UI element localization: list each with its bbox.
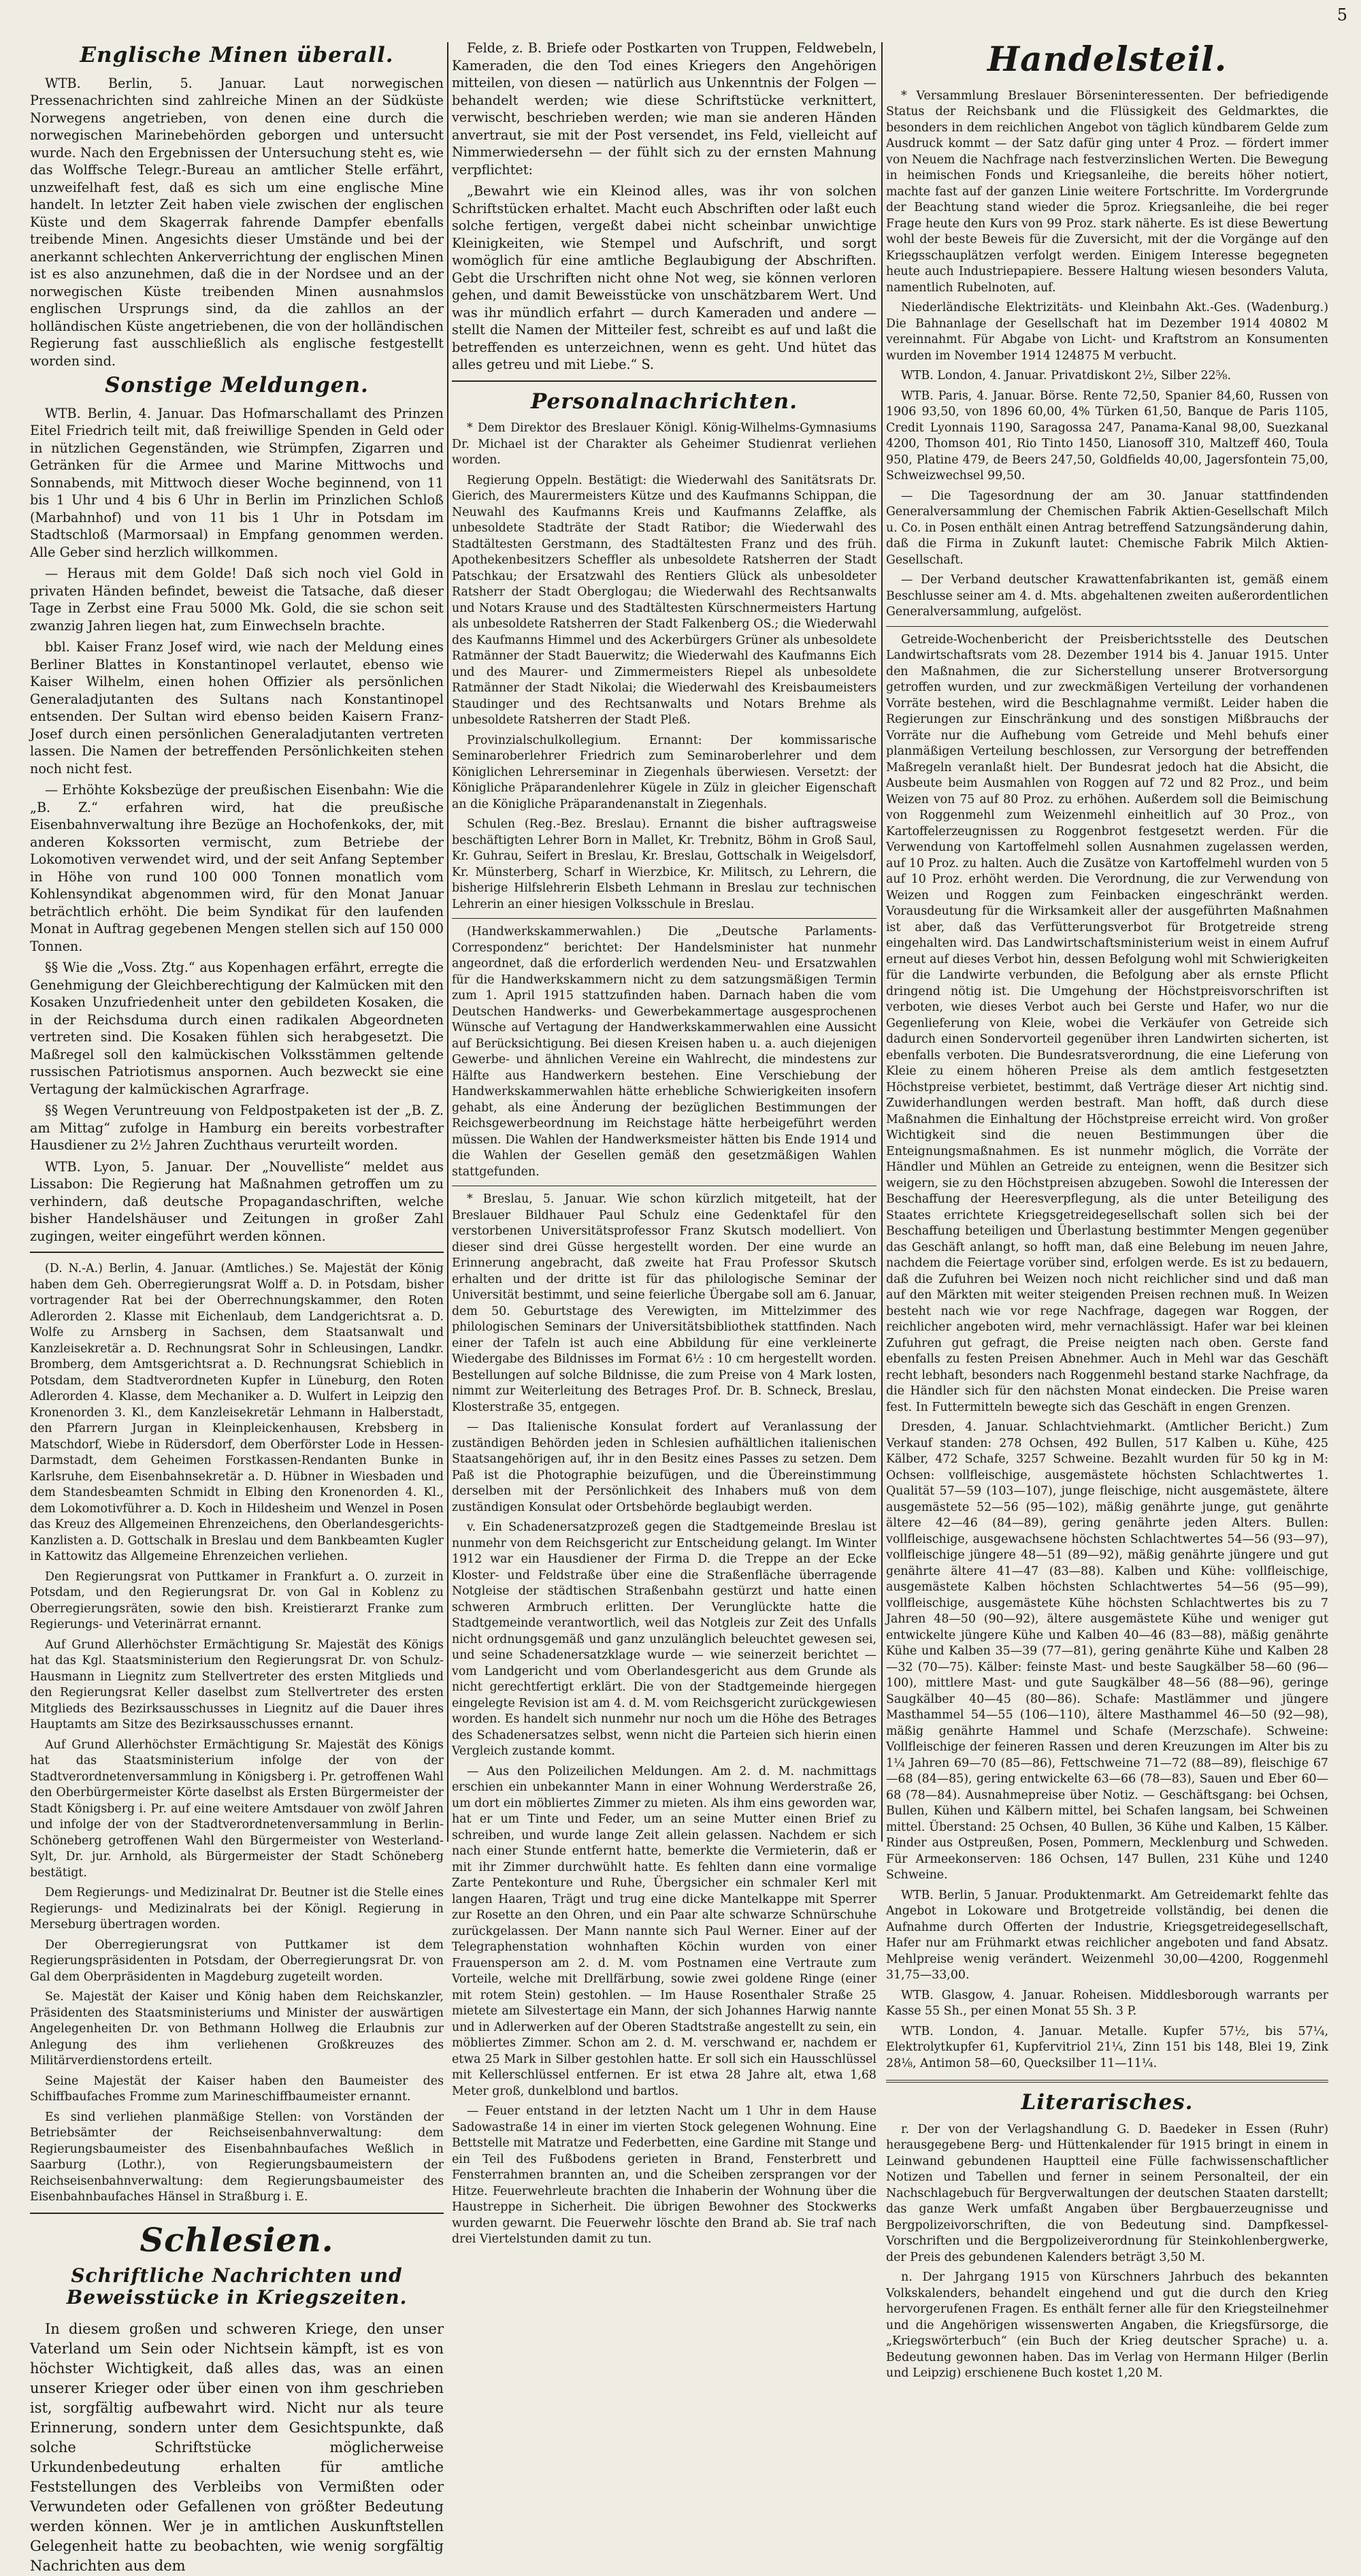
- article-paragraph: Provinzialschulkollegium. Ernannt: Der kommissarische Seminaroberlehrer Friedrich zum Seminaroberlehrer und dem Königlichen Lehrerseminar in Ziegenhals überwiesen. Versetzt: der Königliche Präparandenlehrer Kügele in Zülz in gleicher Eigenschaft an die Königliche Präparandenanstalt in Ziegenhals.: [452, 733, 876, 811]
- article-paragraph: — Aus den Polizeilichen Meldungen. Am 2. d. M. nachmittags erschien ein unbekannter Mann in einer Wohnung Werderstraße 26, um dort ein möbliertes Zimmer zu mieten. Als ihm eins geworden war, hat er um Tinte und Feder, um an seine Mutter einen Brief zu schreiben, und wurde lange Zeit allein gelassen. Nachdem er sich nach einer Stunde entfernt hatte, bemerkte die Vermieterin, daß er mit ihr Zimmer durchwühlt hatte. Es fehlten dann eine vormalige Zarte Pentekonture und Ruhe, Übergsicher ein schmaler Kerl mit langen Haaren, Trägt und trug eine dicke Mantelkappe mit Sperrer zur Rosette an den Ohren, und ein Paar alte schwarze Schnürschuhe zurückgelassen. Der Mann nannte sich Paul Werner. Einer auf der Telegraphenstation wohnhaften Köchin wurden von einer Frauensperson am 2. d. M. vom Postnamen eine Vertraute zum Vorteile, welche mit Drellfärbung, sowie zwei goldene Ringe (einer mit rotem Stein) gestohlen. — Im Hause Rosenthaler Straße 25 mietete am Silvestertage ein Mann, der sich Johannes Harwig nannte und in Adlerwerken auf der Oberen Stadtstraße angestellt zu sein, ein möbliertes Zimmer. Schon am 2. d. M. verschwand er, nachdem er etwa 25 Mark in Silber gestohlen hatte. Er soll sich ein Hausschlüssel mit Kellerschlüssel entfernen. Er ist etwa 28 Jahre alt, etwa 1,68 Meter groß, dunkelblond und bartlos.: [452, 1764, 876, 2098]
- headline-englische-minen: Englische Minen überall.: [80, 43, 394, 67]
- market-report: WTB. London, 4. Januar. Privatdiskont 2½, Silber 22⅝.: [901, 369, 1231, 382]
- column-2: [452, 39, 876, 2247]
- article-paragraph: Regierung Oppeln. Bestätigt: die Wiederwahl des Sanitätsrats Dr. Gierich, des Maurermeisters Kütze und des Kaufmanns Schippan, die Neuwahl des Kaufmanns Kreis und Kaufmanns Zelaffke, als unbesoldete Stadträte der Stadt Ratibor; die Wiederwahl des Stadtältesten Gerstmann, des Stadtältesten Franz und des früh. Apothekenbesitzers Scheffler als unbesoldete Ratsherren der Stadt Patschkau; der Ersatzwahl des Rentiers Glück als unbesoldeter Ratsherr der Stadt Oberglogau; die Wiederwahl des Rechtsanwalts und Notars Krause und des Stadtältesten Kürschnermeisters Hartung als unbesoldete Ratsherren der Stadt Falkenberg OS.; die Wiederwahl des Kaufmanns Himmel und des Ackerbürgers Grüner als unbesoldete Ratmänner der Stadt Bauerwitz; die Wiederwahl des Kaufmanns Eich und des Maurer- und Zimmermeisters Riepel als unbesoldete Ratmänner der Stadt Nikolai; die Wiederwahl des Kreisbaumeisters Staudinger und des Rechtsanwalts und Notars Brehme als unbesoldete Ratsherren der Stadt Pleß.: [452, 473, 876, 728]
- official-notice: Seine Majestät der Kaiser haben den Baumeister des Schiffbaufaches Fromme zum Marineschiffbaumeister ernannt.: [30, 2074, 444, 2104]
- official-notice: Se. Majestät der Kaiser und König haben dem Reichskanzler, Präsidenten des Staatsministeriums und Minister der auswärtigen Angelegenheiten Dr. von Bethmann Hollweg die Erlaubnis zur Anlegung des ihm verliehenen Großkreuzes des Militärverdienstordens erteilt.: [30, 1990, 444, 2068]
- column-3: [886, 39, 1328, 2381]
- section-divider: [886, 2080, 1328, 2083]
- article-paragraph: §§ Wie die „Voss. Ztg.“ aus Kopenhagen erfährt, erregte die Genehmigung der Gleichberechtigung der Kalmücken mit den Kosaken Unzufriedenheit unter den gebildeten Kosaken, die in der Reichsduma durch einen radikalen Abgeordneten vertreten sind. Die Kosaken fühlen sich herabgesetzt. Die Maßregel soll den kalmückischen Volksstämmen geltende russischen Patriotismus anspornen. Auch bezweckt sie eine Vertagung der kalmückischen Agrarfrage.: [30, 960, 444, 1097]
- market-report: Getreide-Wochenbericht der Preisberichtsstelle des Deutschen Landwirtschaftsrats vom 28. Dezember 1914 bis 4. Januar 1915. Unter den Maßnahmen, die zur Sicherstellung unserer Brotversorgung getroffen wurden, und zur zweckmäßigen Verteilung der vorhandenen Vorräte bestehen, wird die Beschlagnahme vermißt. Leider haben die Regierungen zur Einschränkung und des sonstigen Mißbrauchs der Vorräte nur die Aufhebung vom Getreide und Mehl behufs einer planmäßigen Verteilung beschlossen, zur Versorgung der betreffenden Maßregeln veranlaßt hielt. Der Bundesrat jedoch hat die Absicht, die Ausbeute beim Ausmahlen von Roggen auf 72 und 82 Proz., und beim Weizen von 75 auf 80 Proz. zu erhöhen. Außerdem soll die Beimischung von Roggenmehl zum Weizenmehl einheitlich auf 30 Proz., von Kartoffelerzeugnissen zu Roggenbrot festgesetzt werden. Für die Verwendung von Kartoffelmehl sollen Ausnahmen zugelassen werden, auf 10 Proz. zu halten. Auch die Zusätze von Kartoffelmehl wurden von 5 auf 10 Proz. erhöht werden. Die Verordnung, die zur Verwendung von Weizen und Roggen zum Feinbacken eingeschränkt werden. Vorausdeutung für die Wirksamkeit aller der ausgeführten Maßnahmen ist aber, daß das Verfütterungsverbot für Brotgetreide streng eingehalten wird. Das Landwirtschaftsministerium weist in einem Aufruf erneut auf dieses Verbot hin, dessen Befolgung wohl mit Schwierigkeiten für die Landwirte verbunden, die Befolgung aber als ernste Pflicht dringend nötig ist. Die Umgehung der Höchstpreisvorschriften ist verboten, wie dieses Verbot auch bei Gerste und Hafer, wo nur die Gegenlieferung von Kleie, wobei die Verkäufer von Getreide sich dadurch einen Sondervorteil gegenüber ihren Landwirten sicherten, ist ebenfalls verboten. Die Bundesratsverordnung, die eine Lieferung von Kleie zu einem höheren Preise als dem amtlich festgesetzten Höchstpreise verbietet, bestimmt, daß Verträge dieser Art nichtig sind. Zuwiderhandlungen werden bestraft. Man hofft, daß durch diese Maßnahmen die Einhaltung der Höchstpreise erreicht wird. Von großer Wichtigkeit sind die neuen Bestimmungen über die Enteignungsmaßnahmen. Es ist nunmehr möglich, die Vorräte der Händler und Mühlen an Getreide zu enteignen, wenn die Besitzer sich weigern, sie zu den Höchstpreisen abzugeben. Sowohl die Interessen der Beschaffung der Heeresverpflegung, als die unter Beteiligung des Staates errichtete Kriegsgetreidegesellschaft sollen sich bei der Beschaffung beteiligen und Überlastung bestimmter Mengen gegenüber das Geschäft anlangt, so hofft man, daß eine Belebung im neuen Jahre, nachdem die Feiertage vorüber sind, erfolgen werde. Es ist zu bedauern, daß die Zufuhren bei Weizen noch nicht reichlicher sind und daß man auf den Märkten mit weiter steigenden Preisen rechnen muß. In Weizen besteht nach wie vor rege Nachfrage, dagegen war Roggen, der reichlicher angeboten wird, mehr vernachlässigt. Hafer war bei kleinen Zufuhren gut gefragt, die Preise neigten nach oben. Gerste fand ebenfalls zu festen Preisen Abnehmer. Auch in Mehl war das Geschäft recht lebhaft, besonders nach Roggenmehl bestand starke Nachfrage, da die Händler sich für den nächsten Monat eindecken. Die Preise waren fest. In Futtermitteln bewegte sich das Geschäft in engen Grenzen.: [886, 632, 1328, 1414]
- official-notice: Dem Regierungs- und Medizinalrat Dr. Beutner ist die Stelle eines Regierungs- und Medizinalrats bei der Königl. Regierung in Merseburg übertragen worden.: [30, 1886, 444, 1932]
- article-schriftliche-nachrichten: In diesem großen und schweren Kriege, den unser Vaterland um Sein oder Nichtsein kämpft, ist es von höchster Wichtigkeit, daß alles das, was an einen unserer Krieger oder über einen von ihm geschrieben ist, sorgfältig aufbewahrt wird. Nicht nur als teure Erinnerung, sondern unter dem Gesichtspunkte, daß solche Schriftstücke möglicherweise Urkundenbedeutung erhalten für amtliche Feststellungen des Verbleibs von Vermißten oder Verwundeten oder Gefallenen von größter Bedeutung werden können. Wer je in amtlichen Auskunftstellen Gelegenheit hatte zu beobachten, wie wenig sorgfältig Nachrichten aus dem: [30, 2321, 444, 2575]
- official-notice: Auf Grund Allerhöchster Ermächtigung Sr. Majestät des Königs hat das Kgl. Staatsministerium den Regierungsrat Dr. von Schulz-Hausmann in Liegnitz zum Stellvertreter des ersten Mitglieds und den Regierungsrat Keller daselbst zum Stellvertreter des ersten Mitglieds des Bezirksausschusses in Liegnitz auf die Dauer ihres Hauptamts am Sitze des Bezirksausschusses ernannt.: [30, 1637, 444, 1732]
- section-divider: [30, 2213, 444, 2214]
- section-divider: [452, 380, 876, 382]
- official-notice: Den Regierungsrat von Puttkamer in Frankfurt a. O. zurzeit in Potsdam, und den Regierungsrat Dr. von Gal in Koblenz zu Oberregierungsräten, sowie den bish. Kreistierarzt Franke zum Regierungs- und Veterinärrat ernannt.: [30, 1569, 444, 1632]
- article-paragraph: — Heraus mit dem Golde! Daß sich noch viel Gold in privaten Händen befindet, beweist die Tatsache, daß dieser Tage in Zerbst eine Frau 5000 Mk. Gold, die sie schon seit zwanzig Jahren liegen hat, zum Einwechseln brachte.: [30, 566, 444, 634]
- article-paragraph: §§ Wegen Veruntreuung von Feldpostpaketen ist der „B. Z. am Mittag“ zufolge in Hamburg ein bereits vorbestrafter Hausdiener zu 2½ Jahren Zuchthaus verurteilt worden.: [30, 1103, 444, 1154]
- page-number: 5: [1337, 5, 1347, 25]
- article-paragraph: — Das Italienische Konsulat fordert auf Veranlassung der zuständigen Behörden jeden in Schlesien aufhältlichen italienischen Staatsangehörigen auf, ihr in den Besitz eines Passes zu setzen. Dem Paß ist die Photographie beizufügen, und die Übereinstimmung derselben mit der Persönlichkeit des Inhabers muß von dem zuständigen Konsulat oder Ortsbehörde beglaubigt werden.: [452, 1420, 876, 1514]
- headline-schriftliche-nachrichten: Schriftliche Nachrichten und Beweisstücke in Kriegszeiten.: [66, 2264, 408, 2309]
- article-paragraph: — Erhöhte Koksbezüge der preußischen Eisenbahn: Wie die „B. Z.“ erfahren wird, hat die preußische Eisenbahnverwaltung ihre Bezüge an Hochofenkoks, der, mit anderen Kokssorten vermischt, zum Betriebe der Lokomotiven verwendet wird, und der seit Anfang September in Höhe von rund 100 000 Tonnen monatlich vom Kohlensyndikat abgenommen wird, für den Monat Januar beträchtlich erhöht. Die beim Syndikat für den laufenden Monat in Auftrag gegebenen Mengen stellen sich auf 150 000 Tonnen.: [30, 782, 444, 954]
- literary-notice: r. Der von der Verlagshandlung G. D. Baedeker in Essen (Ruhr) herausgegebene Berg- und Hüttenkalender für 1915 bringt in einem in Leinwand gebundenen Hauptteil eine Fülle fachwissenschaftlicher Notizen und Tabellen und ferner in seinem Personalteil, der ein Nachschlagebuch für Bergverwaltungen der deutschen Staaten darstellt; das ganze Werk umfaßt Angaben über Bergbauerzeugnisse und Bergpolizeivorschriften, die von Bedeutung sind. Dampfkessel-Vorschriften und die Bergpolizeiverordnung für Steinkohlenbergwerke, der Preis des gebundenen Kalenders beträgt 3,50 M.: [886, 2122, 1328, 2264]
- article-paragraph: Schulen (Reg.-Bez. Breslau). Ernannt die bisher auftragsweise beschäftigten Lehrer Born in Mallet, Kr. Trebnitz, Böhm in Groß Saul, Kr. Guhrau, Seifert in Breslau, Kr. Breslau, Gottschalk in Weigelsdorf, Kr. Münsterberg, Scharf in Wierzbice, Kr. Militsch, zu Lehrern, die bisherige Hilfslehrerin Elsbeth Lehmann in Breslau zur technischen Lehrerin an einer hiesigen Volksschule in Breslau.: [452, 817, 876, 911]
- official-notice: Auf Grund Allerhöchster Ermächtigung Sr. Majestät des Königs hat das Staatsministerium infolge der von der Stadtverordnetenversammlung in Königsberg i. Pr. getroffenen Wahl den Oberbürgermeister Körte daselbst als Ersten Bürgermeister der Stadt Königsberg i. Pr. auf eine weitere Amtsdauer von zwölf Jahren und infolge der von der Stadtverordnetenversammlung in Berlin-Schöneberg getroffenen Wahl den Bürgermeister von Westerland-Sylt, Dr. jur. Arnhold, als Bürgermeister der Stadt Schöneberg bestätigt.: [30, 1738, 444, 1880]
- section-divider: [886, 626, 1328, 627]
- market-report: — Die Tagesordnung der am 30. Januar stattfindenden Generalversammlung der Chemischen Fabrik Aktien-Gesellschaft Milch u. Co. in Posen enthält einen Antrag betreffend Satzungsänderung dahin, daß die Firma in Zukunft lautet: Chemische Fabrik Milch Aktien-Gesellschaft.: [886, 489, 1328, 567]
- market-report: — Der Verband deutscher Krawattenfabrikanten ist, gemäß einem Beschlusse seiner am 4. d. Mts. abgehaltenen zweiten außerordentlichen Generalversammlung, aufgelöst.: [886, 573, 1328, 619]
- market-report: * Versammlung Breslauer Börseninteressenten. Der befriedigende Status der Reichsbank und die Flüssigkeit des Geldmarktes, die besonders in dem reichlichen Angebot von täglich kündbarem Gelde zum Ausdruck kommt — der Satz dafür ging unter 4 Proz. — fördert immer von Neuem die Nachfrage nach festverzinslichen Werten. Die Bewegung in heimischen Fonds und Kriegsanleihe, die bereits höher notiert, machte fast auf der ganzen Linie weitere Fortschritte. Im Vordergrunde der Beachtung stand wieder die 5proz. Kriegsanleihe, die bei reger Frage heute den Kurs von 99 Proz. stark näherte. Es ist diese Bewertung wohl der beste Beweis für die Zuversicht, mit der die Vorgänge auf den Kriegsschauplätzen verfolgt werden. Einigem Interesse begegneten heute auch Industriepapiere. Bessere Haltung wiesen besonders Valuta, namentlich Rubelnoten, auf.: [886, 88, 1328, 295]
- column-1: [30, 39, 444, 2575]
- article-paragraph: * Dem Direktor des Breslauer Königl. König-Wilhelms-Gymnasiums Dr. Michael ist der Charakter als Geheimer Studienrat verliehen worden.: [452, 421, 876, 468]
- section-title-handelsteil: Handelsteil.: [987, 39, 1228, 79]
- headline-literarisches: Literarisches.: [1021, 2090, 1194, 2115]
- market-report: WTB. Paris, 4. Januar. Börse. Rente 72,50, Spanier 84,60, Russen von 1906 93,50, von 1896 60,00, 4% Türken 61,50, Banque de Paris 1105, Credit Lyonnais 1190, Saragossa 247, Panama-Kanal 98,00, Suezkanal 4200, Thomson 401, Rio Tinto 1450, Lianosoff 310, Maltzeff 460, Toula 950, Platine 479, de Beers 247,50, Goldfields 40,00, Jagersfontein 75,00, Schweizwechsel 99,50.: [886, 389, 1328, 483]
- article-paragraph: — Feuer entstand in der letzten Nacht um 1 Uhr in dem Hause Sadowastraße 14 in einer im vierten Stock gelegenen Wohnung. Eine Bettstelle mit Matratze und Federbetten, eine Gardine mit Stange und ein Teil des Fußbodens gerieten in Brand, Fensterbrett und Fensterrahmen brannten an, und die Scheiben zersprangen vor der Hitze. Feuerwehrleute brachten die Inhaberin der Wohnung über die Haustreppe in Sicherheit. Die übrigen Bewohner des Stockwerks wurden gewarnt. Die Feuerwehr löschte den Brand ab. Sie traf nach drei Viertelstunden damit zu tun.: [452, 2104, 876, 2247]
- article-paragraph: (Handwerkskammerwahlen.) Die „Deutsche Parlaments-Correspondenz“ berichtet: Der Handelsminister hat nunmehr angeordnet, daß die erforderlich werdenden Neu- und Ersatzwahlen für die Handwerkskammern nicht zu dem satzungsmäßigen Termin zum 1. April 1915 stattzufinden haben. Darnach haben die vom Deutschen Handwerks- und Gewerbekammertage ausgesprochenen Wünsche auf Vertagung der Handwerkskammerwahlen eine Aussicht auf Berücksichtigung. Bei diesen Kreisen haben u. a. auch diejenigen Gewerbe- und ähnlichen Vereine ein Wahlrecht, die mindestens zur Hälfte aus Handwerkern bestehen. Eine Verschiebung der Handwerkskammerwahlen hätte erhebliche Schwierigkeiten insofern gehabt, als eine Änderung der bezüglichen Bestimmungen der Reichsgewerbeordnung im Reichstage hätte herbeigeführt werden müssen. Die Wahlen der Handwerksmeister hätten bis Ende 1914 und die Wahlen der Gesellen gemäß den gesetzmäßigen Wahlen stattgefunden.: [452, 925, 876, 1179]
- headline-sonstige-meldungen: Sonstige Meldungen.: [105, 373, 369, 398]
- article-paragraph: WTB. Lyon, 5. Januar. Der „Nouvelliste“ meldet aus Lissabon: Die Regierung hat Maßnahmen getroffen um zu verhindern, daß deutsche Propagandaschriften, welche bisher Handelshäuser und Zeitungen in großer Zahl zugingen, weiter eingeführt werden können.: [30, 1158, 444, 1244]
- market-report: WTB. Glasgow, 4. Januar. Roheisen. Middlesborough warrants per Kasse 55 Sh., per einen Monat 55 Sh. 3 P.: [886, 1988, 1328, 2018]
- article-paragraph: WTB. Berlin, 4. Januar. Das Hofmarschallamt des Prinzen Eitel Friedrich teilt mit, daß freiwillige Spenden in Geld oder in nützlichen Gegenständen, wie Strümpfen, Zigarren und Getränken für die Armee und Marine Mittwochs und Sonnabends, mit Mittwoch dieser Woche beginnend, von 11 bis 1 Uhr und 4 bis 6 Uhr in Berlin im Prinzlichen Schloß (Marbahnhof) und von 11 bis 1 Uhr in Potsdam im Stadtschloß (Marmorsaal) in Empfang genommen werden. Alle Geber sind herzlich willkommen.: [30, 405, 444, 560]
- article-quote: „Bewahrt wie ein Kleinod alles, was ihr von solchen Schriftstücken erhaltet. Macht euch Abschriften oder laßt euch solche fertigen, vergeßt dabei nicht scheinbar unwichtige Kleinigkeiten, wie Stempel und Aufschrift, und sorgt womöglich für eine amtliche Beglaubigung der Abschriften. Gebt die Urschriften nicht ohne Not weg, sie können verloren gehen, und damit Beweisstücke von unschätzbarem Wert. Und was ihr mündlich erfahrt — durch Kameraden und andere — stellt die Namen der Mitteiler fest, schreibt es auf und laßt die betreffenden es unterzeichnen, wenn es geht. Und hütet das alles getreu und mit Liebe.“ S.: [452, 183, 876, 372]
- section-divider: [30, 1252, 444, 1253]
- official-notice: Der Oberregierungsrat von Puttkamer ist dem Regierungspräsidenten in Potsdam, der Oberregierungsrat Dr. von Gal dem Oberpräsidenten in Magdeburg zugeteilt worden.: [30, 1938, 444, 1984]
- article-englische-minen: WTB. Berlin, 5. Januar. Laut norwegischen Pressenachrichten sind zahlreiche Minen an der Südküste Norwegens angetrieben, von denen eine durch die norwegischen Marinebehörden geborgen und untersucht wurde. Nach den Ergebnissen der Untersuchung steht es, wie das Wolffsche Telegr.-Bureau an amtlicher Stelle erfährt, unzweifelhaft fest, daß es sich um eine englische Mine handelt. In letzter Zeit haben viele zwischen der englischen Küste und dem Skagerrak fahrende Dampfer ebenfalls treibende Minen. Angesichts dieser Umstände und bei der anerkannt schlechten Ankerverrichtung der englischen Minen ist es also anzunehmen, daß die in der Nordsee und an der norwegischen Küste treibenden Minen ausnahmslos englischen Ursprungs sind, da die zahllos an der holländischen Küste angetriebenen, die von der holländischen Regierung fast ausschließlich als englische festgestellt worden sind.: [30, 75, 444, 369]
- section-title-schlesien: Schlesien.: [140, 2221, 334, 2260]
- article-continuation: Felde, z. B. Briefe oder Postkarten von Truppen, Feldwebeln, Kameraden, die den Tod eines Kriegers den Angehörigen mitteilen, von diesen — natürlich aus Unkenntnis der Folgen — behandelt werden; wie diese Schriftstücke verknittert, verwischt, beschrieben werden; wie man sie anderen Händen anvertraut, sie mit der Post versendet, ins Feld, vielleicht auf Nimmerwiedersehn — der fühlt sich zu der ernsten Mahnung verpflichtet:: [452, 40, 876, 178]
- article-paragraph: bbl. Kaiser Franz Josef wird, wie nach der Meldung eines Berliner Blattes in Konstantinopel verlautet, ebenso wie Kaiser Wilhelm, einen hohen Offizier als persönlichen Generaladjutanten des Sultans nach Konstantinopel entsenden. Der Sultan wird ebenso beiden Kaisern Franz-Josef durch einen persönlichen Generaladjutanten vertreten lassen. Die Namen der betreffenden Persönlichkeiten stehen noch nicht fest.: [30, 639, 444, 777]
- market-report: WTB. London, 4. Januar. Metalle. Kupfer 57½, bis 57¼, Elektrolytkupfer 61, Kupfervitriol 21¼, Zinn 151 bis 148, Blei 19, Zink 28⅛, Antimon 58—60, Quecksilber 11—11¼.: [886, 2024, 1328, 2070]
- article-paragraph: * Breslau, 5. Januar. Wie schon kürzlich mitgeteilt, hat der Breslauer Bildhauer Paul Schulz eine Gedenktafel für den verstorbenen Universitätsprofessor Franz Skutsch modelliert. Von dieser sind drei Güsse hergestellt worden. Der eine wurde an Erinnerung angebracht, daß zweite hat Frau Professor Skutsch erhalten und der dritte ist für das philologische Seminar der Universität bestimmt, und seine feierliche Übergabe soll am 6. Januar, dem 50. Geburtstage des Verewigten, im Mittelzimmer des philologischen Seminars der Universitätsbibliothek stattfinden. Nach einer der Tafeln ist auch eine Abbildung für eine verkleinerte Wiedergabe des Bildnisses im Format 6½ : 10 cm hergestellt worden. Bestellungen auf solche Bildnisse, die zum Preise von 4 Mark losten, nimmt zur Weiterleitung des Betrages Prof. Dr. B. Schneck, Breslau, Klosterstraße 35, entgegen.: [452, 1192, 876, 1414]
- official-notice: (D. N.-A.) Berlin, 4. Januar. (Amtliches.) Se. Majestät der König haben dem Geh. Oberregierungsrat Wolff a. D. in Potsdam, bisher vortragender Rat bei der Oberrechnungskammer, den Roten Adlerorden 2. Klasse mit Eichenlaub, dem Landgerichtsrat a. D. Wolfe zu Arnsberg in Sachsen, dem Staatsanwalt und Kanzleisekretär a. D. Rechnungsrat Sohr in Schleusingen, Landkr. Bromberg, dem Amtsgerichtsrat a. D. Rechnungsrat Schieblich in Potsdam, dem Stadtverordneten Kupfer in Lüneburg, den Roten Adlerorden 4. Klasse, dem Mechaniker a. D. Wulfert in Leipzig den Kronenorden 3. Kl., dem Kanzleisekretär Lehmann in Halberstadt, den Pfarrern Jurgan in Kleinpleickenhausen, Krebsberg in Matschdorf, Wiebe in Rüdersdorf, dem Oberförster Lode in Hessen-Darmstadt, dem Geheimen Forstkassen-Rendanten Bunke in Karlsruhe, dem Eisenbahnsekretär a. D. Hübner in Wiesbaden und dem Standesbeamten Schmidt in Elbing den Kronenorden 4. Kl., dem Lokomotivführer a. D. Koch in Hildesheim und Wenzel in Posen das Kreuz des Allgemeinen Ehrenzeichens, den Oberlandesgerichts-Kanzlisten a. D. Gottschalk in Breslau und dem Bankbeamten Kugler in Kattowitz das Allgemeine Ehrenzeichen verliehen.: [30, 1262, 444, 1564]
- official-notice: Es sind verliehen planmäßige Stellen: von Vorständen der Betriebsämter der Reichseisenbahnverwaltung: dem Regierungsbaumeister des Eisenbahnbaufaches Weßlich in Saarburg (Lothr.), von Regierungsbaumeistern der Reichseisenbahnverwaltung: dem Regierungsbaumeister des Eisenbahnbaufaches Hänsel in Straßburg i. E.: [30, 2110, 444, 2204]
- market-report: Niederländische Elektrizitäts- und Kleinbahn Akt.-Ges. (Wadenburg.) Die Bahnanlage der Gesellschaft hat im Dezember 1914 40802 M vereinnahmt. Für Abgabe von Licht- und Kraftstrom an Konsumenten wurden im November 1914 124875 M verbucht.: [886, 301, 1328, 363]
- market-report: WTB. Berlin, 5 Januar. Produktenmarkt. Am Getreidemarkt fehlte das Angebot in Lokoware und Brotgetreide vollständig, bei denen die Aufnahme durch Offerten der Industrie, Kriegsgetreidegesellschaft, Hafer nur am Frühmarkt etwas reichlicher angeboten und fand Absatz. Mehlpreise wenig verändert. Weizenmehl 30,00—4200, Roggenmehl 31,75—33,00.: [886, 1888, 1328, 1982]
- market-report: Dresden, 4. Januar. Schlachtviehmarkt. (Amtlicher Bericht.) Zum Verkauf standen: 278 Ochsen, 492 Bullen, 517 Kalben u. Kühe, 425 Kälber, 472 Schafe, 3257 Schweine. Bezahlt wurden für 50 kg in M: Ochsen: vollfleischige, ausgemästete höchsten Schlachtwertes 1. Qualität 57—59 (103—107), junge fleischige, nicht ausgemästete, ältere ausgemästete 52—56 (95—102), mäßig genährte junge, gut genährte ältere 42—46 (84—89), gering genährte jeden Alters. Bullen: vollfleischige, ausgewachsene höchsten Schlachtwertes 54—56 (93—97), vollfleischige jüngere 48—51 (89—92), mäßig genährte jüngere und gut genährte ältere 41—47 (83—88). Kalben und Kühe: vollfleischige, ausgemästete Kalben höchsten Schlachtwertes 54—56 (95—99), vollfleischige, ausgemästete Kühe höchsten Schlachtwertes bis zu 7 Jahren 48—50 (90—92), ältere ausgemästete Kühe und weniger gut entwickelte jüngere Kühe und Kalben 40—46 (83—88), mäßig genährte Kühe und Kalben 35—39 (77—81), gering genährte Kühe und Kalben 28—32 (70—75). Kälber: feinste Mast- und beste Saugkälber 58—60 (96—100), mittlere Mast- und gute Saugkälber 48—56 (88—96), geringe Saugkälber 40—45 (80—86). Schafe: Mastlämmer und jüngere Masthammel 54—55 (106—110), ältere Masthammel 46—50 (92—98), mäßig genährte Hammel und Schafe (Merzschafe). Schweine: Vollfleischige der feineren Rassen und deren Kreuzungen im Alter bis zu 1¼ Jahren 69—70 (85—86), Fettschweine 71—72 (88—89), fleischige 67—68 (84—85), gering entwickelte 63—66 (78—83), Sauen und Eber 60—68 (78—84). Ausnahmepreise über Notiz. — Geschäftsgang: bei Ochsen, Bullen, Kühen und Kälbern mittel, bei Schafen langsam, bei Schweinen mittel. Überstand: 25 Ochsen, 40 Bullen, 36 Kühe und Kalben, 15 Kälber. Rinder aus Ostpreußen, Posen, Pommern, Mecklenburg und Schweden. Für Armeekonserven: 186 Ochsen, 147 Bullen, 231 Kühe und 1240 Schweine.: [886, 1420, 1328, 1882]
- headline-personalnachrichten: Personalnachrichten.: [531, 389, 798, 414]
- column-rule-left: [447, 42, 448, 1842]
- section-divider: [452, 918, 876, 919]
- article-paragraph: v. Ein Schadenersatzprozeß gegen die Stadtgemeinde Breslau ist nunmehr von dem Reichsgericht zur Entscheidung gelangt. Im Winter 1912 war ein Hausdiener der Firma D. die Treppe an der Ecke Kloster- und Feldstraße über eine die Straßenfläche überragende Notgleise der städtischen Straßenbahn gestürzt und hatte einen schweren Armbruch erlitten. Der Verunglückte hatte die Stadtgemeinde verantwortlich, weil das Notgleis zur Zeit des Unfalls nicht ordnungsgemäß und ganz unzulänglich beleuchtet gewesen sei, und seine Schadenersatzklage wurde — wie seinerzeit berichtet — vom Landgericht und vom Oberlandesgericht aus dem Grunde als nicht gerechtfertigt erklärt. Die von der Stadtgemeinde hiergegen eingelegte Revision ist am 4. d. M. vom Reichsgericht zurückgewiesen worden. Es handelt sich nunmehr nur noch um die Höhe des Betrages des Schadenersatzes selbst, wenn nicht die Parteien sich hierin einen Vergleich zustande kommt.: [452, 1520, 876, 1759]
- literary-notice: n. Der Jahrgang 1915 von Kürschners Jahrbuch des bekannten Volkskalenders, behandelt eingehend und gut die durch den Krieg hervorgerufenen Fragen. Es enthält ferner alle für den Kriegsteilnehmer und die Angehörigen wissenswerten Angaben, die Kriegsfürsorge, die „Kriegswörterbuch“ (ein Buch der Krieg deutscher Sprache) u. a. Bedeutung gewonnen haben. Das im Verlag von Hermann Hilger (Berlin und Leipzig) erschienene Buch kostet 1,20 M.: [886, 2270, 1328, 2381]
- column-rule-right: [881, 42, 883, 1842]
